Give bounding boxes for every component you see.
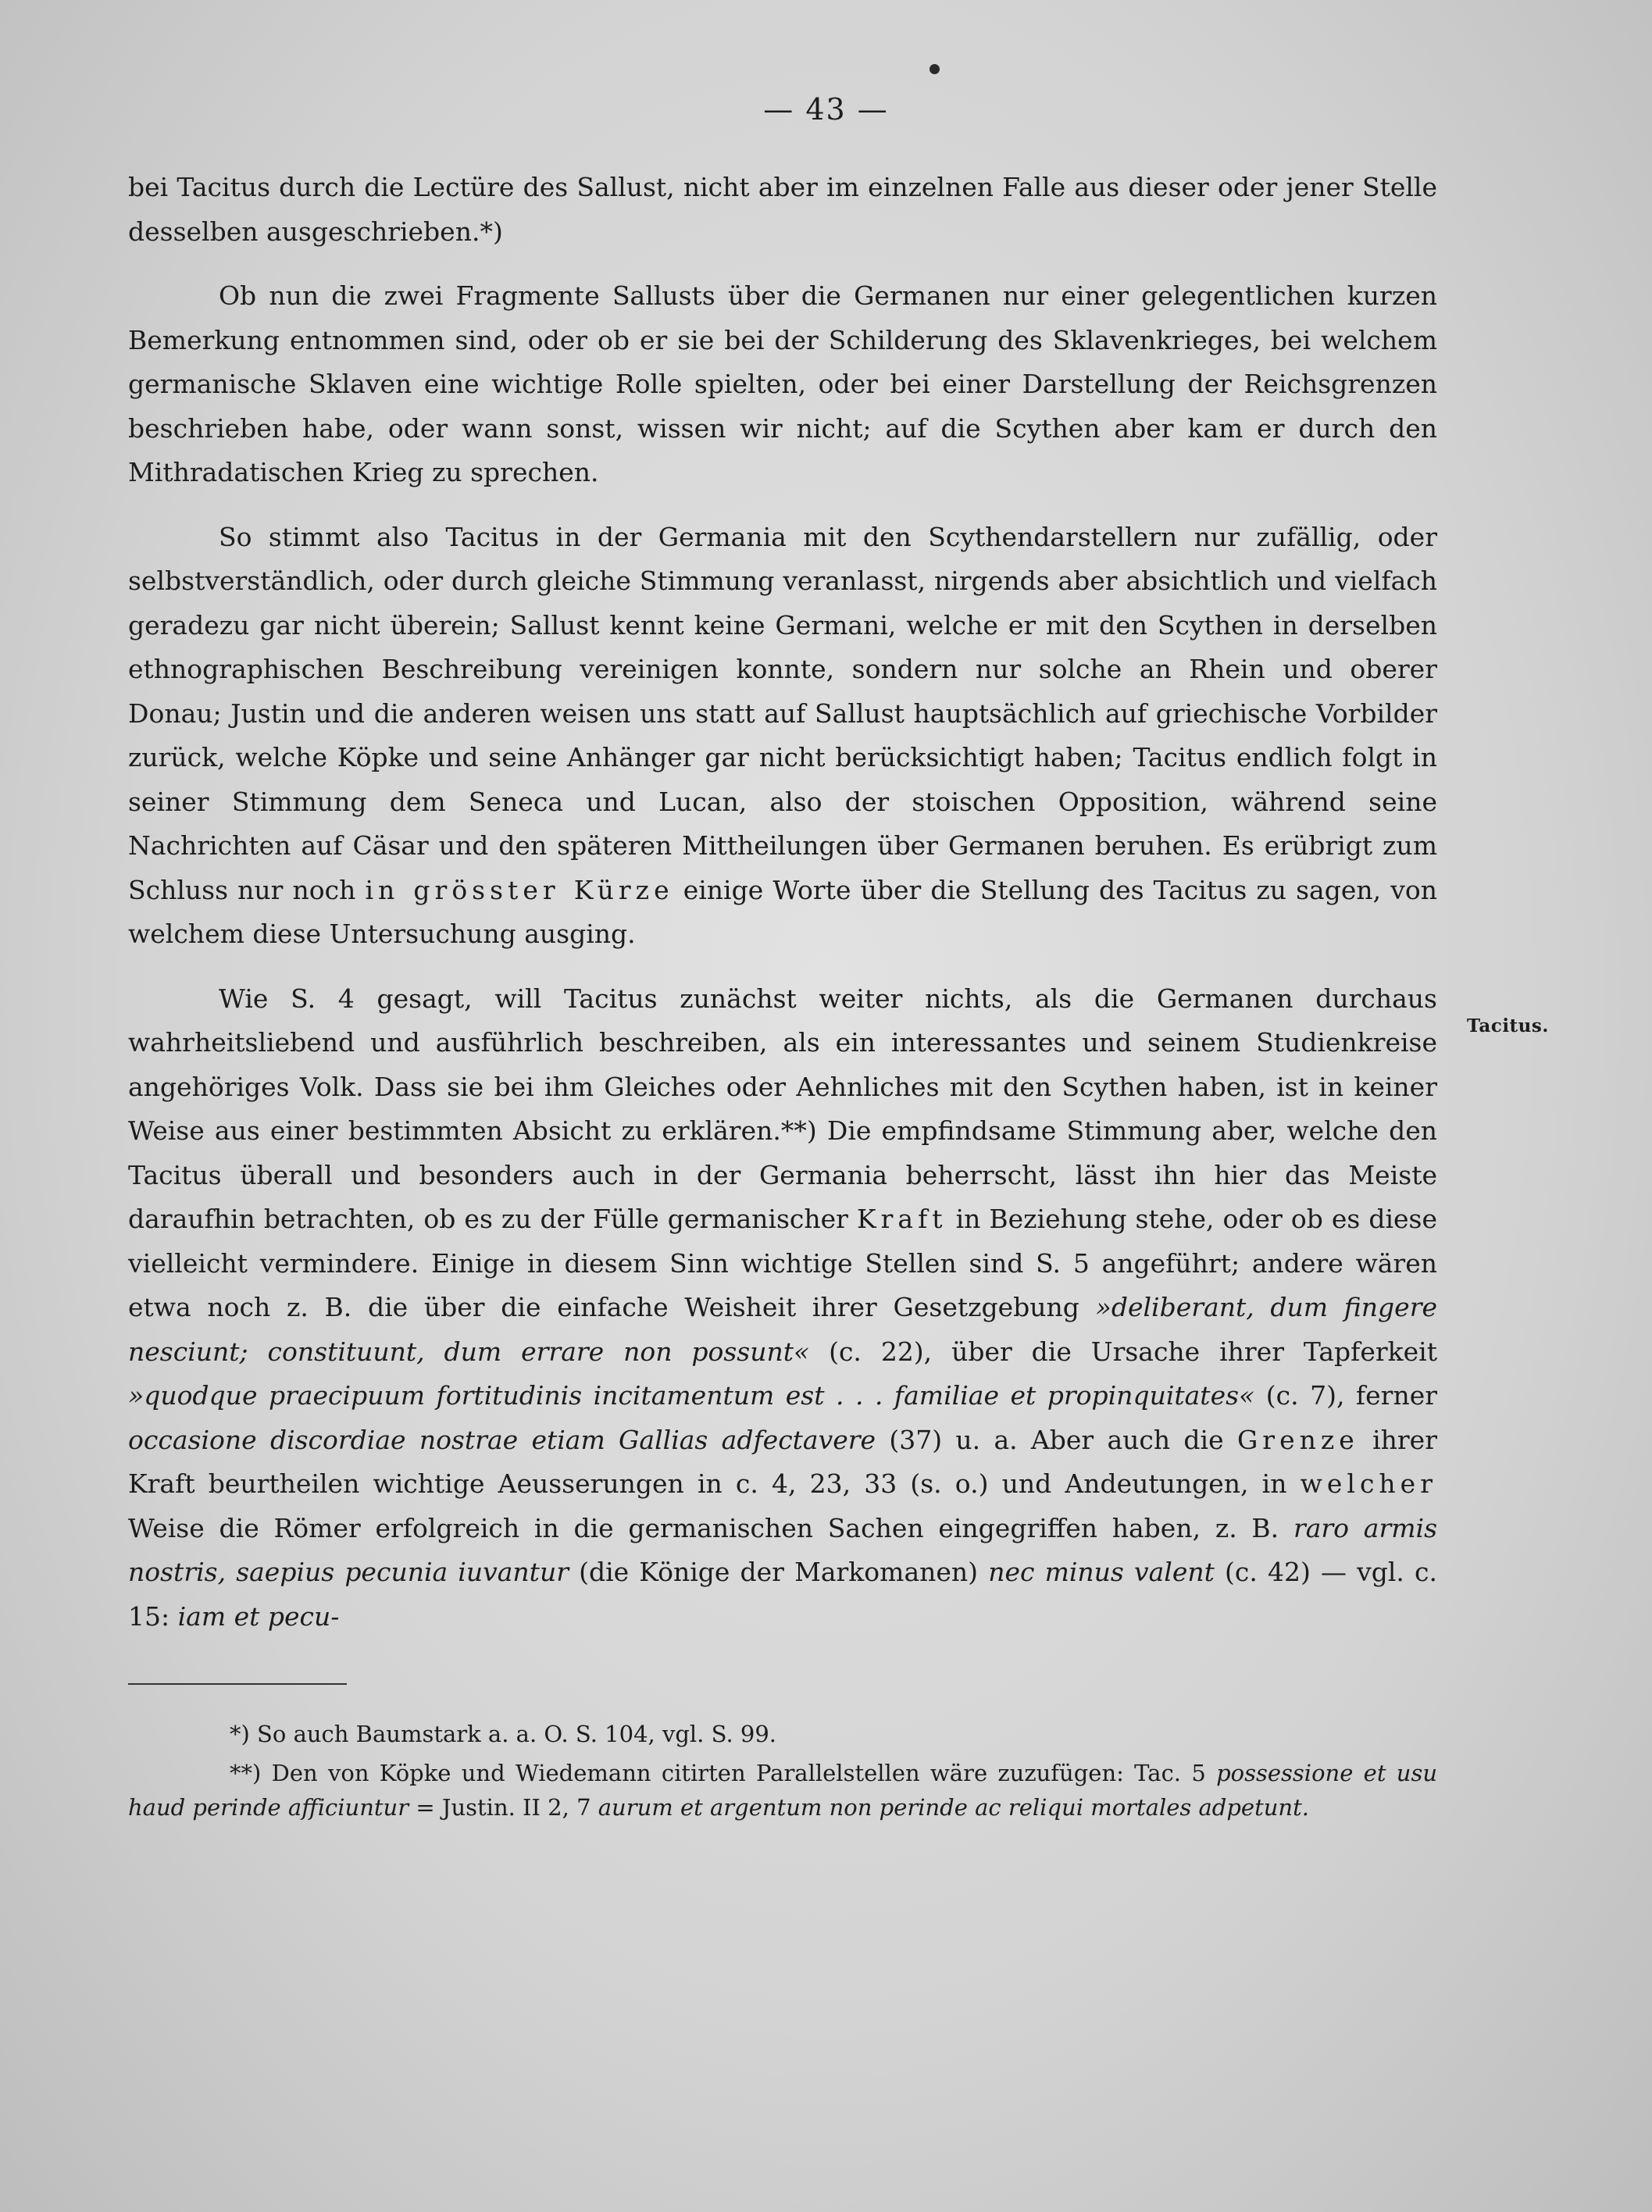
spaced-emphasis: Kraft [856, 1204, 947, 1234]
text-run: ihrer Kraft beurtheilen wichtige Aeusserungen in c. 4, 23, 33 (s. o.) und Andeutungen, in [128, 1424, 1437, 1499]
text-run: (37) u. a. Aber auch die [889, 1424, 1224, 1455]
latin-quote: »deliberant, dum fingere nesciunt; constituunt, dum errare non possunt« [128, 1292, 1437, 1367]
text-run: (c. 42) — vgl. c. 15: [128, 1557, 1437, 1632]
paragraph-1: bei Tacitus durch die Lectüre des Sallust, nicht aber im einzelnen Falle aus dieser oder jener Stelle desselben ausgeschrieben.*) [128, 172, 1437, 247]
latin-quote: raro armis nostris, saepius pecunia iuvantur [128, 1512, 1437, 1587]
latin-quote: nec minus valent [988, 1557, 1215, 1587]
footnote-rule [128, 1683, 347, 1685]
paragraph-2: Ob nun die zwei Fragmente Sallusts über die Germanen nur einer gelegentlichen kurzen Bemerkung entnommen sind, oder ob er sie bei der Schilderung des Sklavenkrieges, bei welchem germanische Sklaven eine wichtige Rolle spielten, oder bei einer Darstellung der Reichsgrenzen beschrieben habe, oder wann sonst, wissen wir nicht; auf die Scythen aber kam er durch den Mithradatischen Krieg zu sprechen. [128, 280, 1437, 487]
text-run: **) Den von Köpke und Wiedemann citirten Parallelstellen wäre zuzufügen: Tac. 5 [230, 1760, 1206, 1786]
footnote-2 [128, 1756, 1437, 1825]
text-run: (die Könige der Markomanen) [579, 1557, 979, 1587]
latin-quote: occasione discordiae nostrae etiam Gallias adfectavere [128, 1424, 876, 1455]
footnotes [128, 1717, 1437, 1825]
latin-quote: »quodque praecipuum fortitudinis incitamentum est . . . familiae et propinquitates« [128, 1380, 1255, 1411]
latin-quote: iam et pecu- [177, 1600, 340, 1632]
text-run: in Beziehung stehe, oder ob es diese vielleicht vermindere. Einige in diesem Sinn wichtige Stellen sind S. 5 angeführt; andere wären etwa noch z. B. die über die einfache Weisheit ihrer Gesetzgebung [128, 1204, 1437, 1322]
page-number: — 43 — [763, 92, 889, 127]
latin-quote: possessione et usu haud perinde afficiuntur [128, 1760, 1438, 1821]
text-run: = Justin. II 2, 7 [416, 1794, 591, 1821]
main-text [128, 166, 1437, 1639]
paragraph-3 [128, 516, 1437, 957]
text-run: So stimmt also Tacitus in der Germania mit den Scythendarstellern nur zufällig, oder selbstverständlich, oder durch gleiche Stimmung veranlasst, nirgends aber absichtlich und vielfach geradezu gar nicht überein; Sallust kennt keine Germani, welche er mit den Scythen in derselben ethnographischen Beschreibung vereinigen konnte, sondern nur solche an Rhein und oberer Donau; Justin und die anderen weisen uns statt auf Sallust hauptsächlich auf griechische Vorbilder zurück, welche Köpke und seine Anhänger gar nicht berücksichtigt haben; Tacitus endlich folgt in seiner Stimmung dem Seneca und Lucan, also der stoischen Opposition, während seine Nachrichten auf Cäsar und den späteren Mittheilungen über Germanen beruhen. Es erübrigt zum Schluss nur noch [128, 521, 1437, 905]
footnote-1: *) So auch Baumstark a. a. O. S. 104, vgl. S. 99. [230, 1721, 777, 1747]
spaced-emphasis: in grösster Kürze [365, 874, 674, 905]
spaced-emphasis: Grenze [1236, 1424, 1359, 1455]
paragraph-4 [128, 977, 1437, 1639]
text-run: (c. 7), ferner [1265, 1380, 1437, 1411]
text-run: (c. 22), über die Ursache ihrer Tapferkeit [829, 1336, 1437, 1367]
latin-quote: aurum et argentum non perinde ac reliqui mortales adpetunt. [598, 1794, 1309, 1821]
margin-note: Tacitus. [1467, 1015, 1549, 1036]
text-run: Weise die Römer erfolgreich in die germanischen Sachen eingegriffen haben, z. B. [128, 1512, 1279, 1543]
text-run: einige Worte über die Stellung des Tacitus zu sagen, von welchem diese Untersuchung ausging. [128, 874, 1437, 949]
text-run: Wie S. 4 gesagt, will Tacitus zunächst weiter nichts, als die Germanen durchaus wahrheitsliebend und ausführlich beschreiben, als ein interessantes und seinem Studienkreise angehöriges Volk. Dass sie bei ihm Gleiches oder Aehnliches mit den Scythen haben, ist in keiner Weise aus einer bestimmten Absicht zu erklären.**) Die empfindsame Stimmung aber, welche den Tacitus überall und besonders auch in der Germania beherrscht, lässt ihn hier das Meiste daraufhin betrachten, ob es zu der Fülle germanischer [128, 983, 1437, 1234]
ink-speck [929, 64, 940, 74]
spaced-emphasis: welcher [1300, 1468, 1437, 1499]
